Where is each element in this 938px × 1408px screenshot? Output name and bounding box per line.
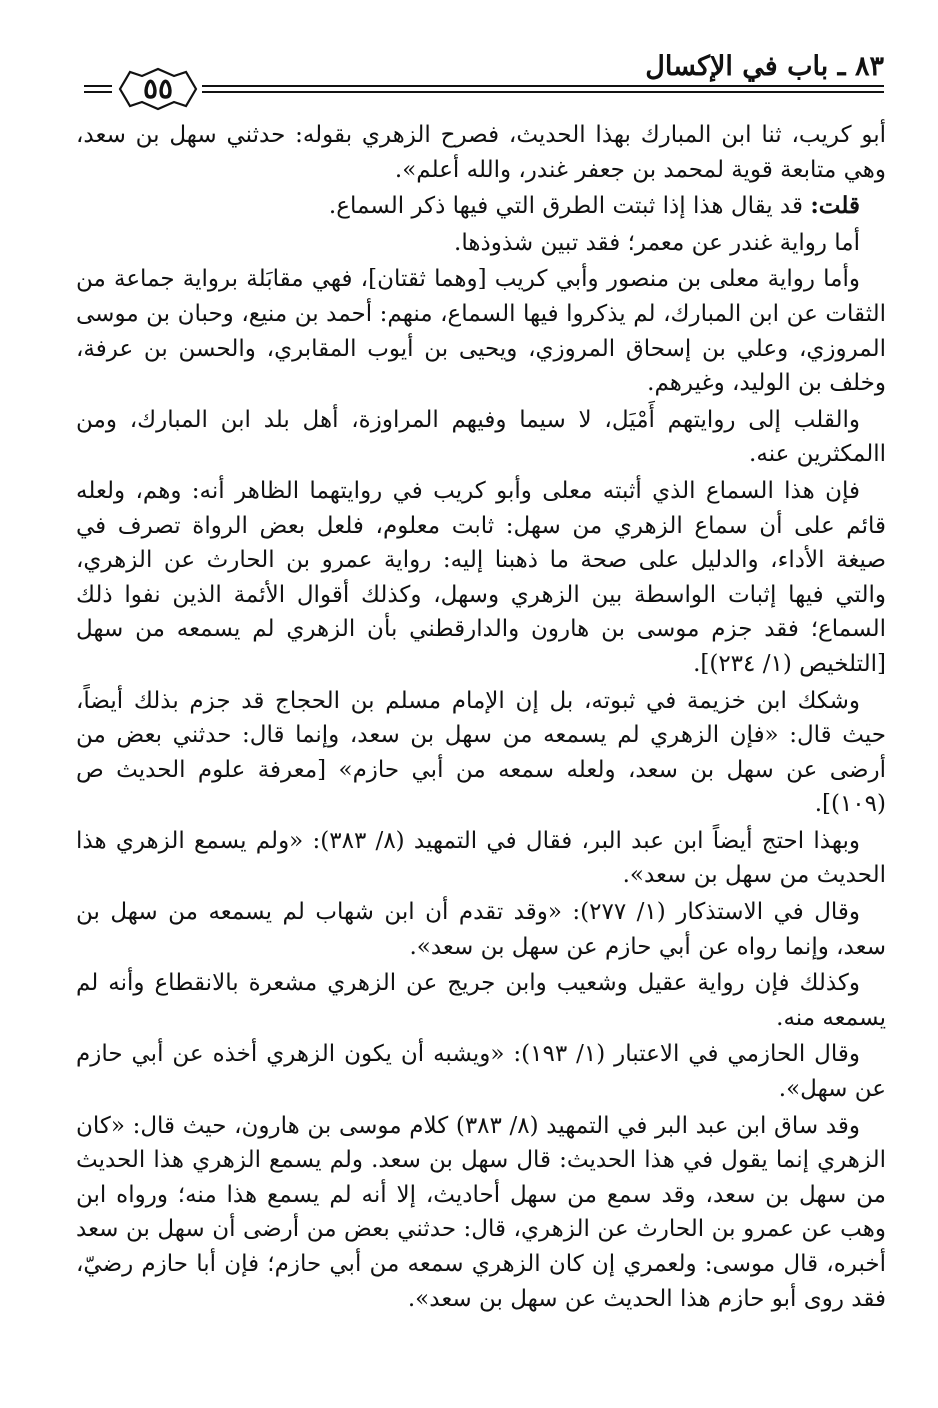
page-header bbox=[74, 52, 884, 108]
header-rule bbox=[202, 85, 884, 87]
paragraph bbox=[76, 824, 886, 893]
qult-label: قلت: bbox=[810, 192, 860, 220]
paragraph-text: وكذلك فإن رواية عقيل وشعيب وابن جريج عن الزهري مشعرة بالانقطاع وأنه لم يسمعه منه. bbox=[76, 970, 886, 1031]
header-rule bbox=[84, 91, 112, 93]
paragraph-text: وشكك ابن خزيمة في ثبوته، بل إن الإمام مسلم بن الحجاج قد جزم بذلك أيضاً، حيث قال: «فإن الزهري لم يسمعه من سهل بن سعد، وإنما قال: حدثني بعض من أرضى عن سهل بن سعد، ولعله سمعه من أبي حازم» [معرفة علوم الحديث ص (١٠٩)]. bbox=[76, 687, 886, 818]
paragraph-text: وقد ساق ابن عبد البر في التمهيد (٨/ ٣٨٣) كلام موسى بن هارون، حيث قال: «كان الزهري إنما يقول في هذا الحديث: قال سهل بن سعد. ولم يسمع الزهري هذا الحديث من سهل بن سعد، وقد سمع من سهل أحاديث، إلا أنه لم يسمع هذا منه؛ ورواه ابن وهب عن عمرو بن الحارث عن الزهري، قال: حدثني بعض من أرضى أن سهل بن سعد أخبره، قال موسى: ولعمري إن كان الزهري سمعه من أبي حازم؛ فإن أبا حازم رضيّ، فقد روى أبو حازم هذا الحديث عن سهل بن سعد». bbox=[76, 1112, 886, 1312]
paragraph bbox=[76, 1037, 886, 1106]
header-rule bbox=[84, 85, 112, 87]
paragraph-text: وأما رواية معلى بن منصور وأبي كريب [وهما ثقتان]، فهي مقابَلة برواية جماعة من الثقات عن ابن المبارك، لم يذكروا فيها السماع، منهم: أحمد بن منيع، وحبان بن موسى المروزي، وعلي بن إسحاق المروزي، ويحيى بن أيوب المقابري، والحسن بن عرفة، وخلف بن الوليد، وغيرهم. bbox=[76, 266, 886, 397]
header-rule bbox=[202, 91, 884, 93]
paragraph bbox=[76, 966, 886, 1035]
paragraph-text: أما رواية غندر عن معمر؛ فقد تبين شذوذها. bbox=[454, 229, 860, 256]
paragraph-text: أبو كريب، ثنا ابن المبارك بهذا الحديث، فصرح الزهري بقوله: حدثني سهل بن سعد، وهي متابعة قوية لمحمد بن جعفر غندر، والله أعلم». bbox=[76, 122, 886, 183]
paragraph bbox=[76, 262, 886, 400]
paragraph-text: وقال الحازمي في الاعتبار (١/ ١٩٣): «ويشبه أن يكون الزهري أخذه عن أبي حازم عن سهل». bbox=[76, 1041, 886, 1103]
paragraph bbox=[76, 895, 886, 964]
paragraph-text: فإن هذا السماع الذي أثبته معلى وأبو كريب في روايتهما الظاهر أنه: وهم، ولعله قائم على أن سماع الزهري من سهل: ثابت معلوم، فلعل بعض الرواة تصرف في صيغة الأداء، والدليل على صحة ما ذهبنا إليه: رواية عمرو بن الحارث عن الزهري، والتي فيها إثبات الواسطة بين الزهري وسهل، وكذلك أقوال الأئمة الذين نفوا ذلك السماع؛ فقد جزم موسى بن هارون والدارقطني بأن الزهري لم يسمعه من سهل [التلخيص (١/ ٢٣٤)]. bbox=[76, 477, 886, 677]
paragraph bbox=[76, 684, 886, 822]
paragraph bbox=[76, 118, 886, 187]
paragraph bbox=[76, 1109, 886, 1317]
paragraph bbox=[76, 226, 886, 261]
paragraph-text: وبهذا احتج أيضاً ابن عبد البر، فقال في التمهيد (٨/ ٣٨٣): «ولم يسمع الزهري هذا الحديث من سهل بن سعد». bbox=[76, 827, 886, 889]
body-text bbox=[76, 118, 886, 1318]
paragraph-text: قد يقال هذا إذا ثبتت الطرق التي فيها ذكر السماع. bbox=[328, 193, 811, 220]
paragraph bbox=[76, 403, 886, 472]
paragraph bbox=[76, 474, 886, 682]
paragraph-text: وقال في الاستذكار (١/ ٢٧٧): «وقد تقدم أن ابن شهاب لم يسمعه من سهل بن سعد، وإنما رواه عن أبي حازم عن سهل بن سعد». bbox=[76, 899, 886, 960]
chapter-title: ٨٣ ـ باب في الإكسال bbox=[645, 51, 884, 82]
paragraph-text: والقلب إلى روايتهم أَمْيَل، لا سيما وفيهم المراوزة، أهل بلد ابن المبارك، ومن االمكثرين عنه. bbox=[76, 406, 886, 468]
paragraph bbox=[76, 189, 886, 224]
page-number: ٥٥ bbox=[142, 72, 174, 105]
